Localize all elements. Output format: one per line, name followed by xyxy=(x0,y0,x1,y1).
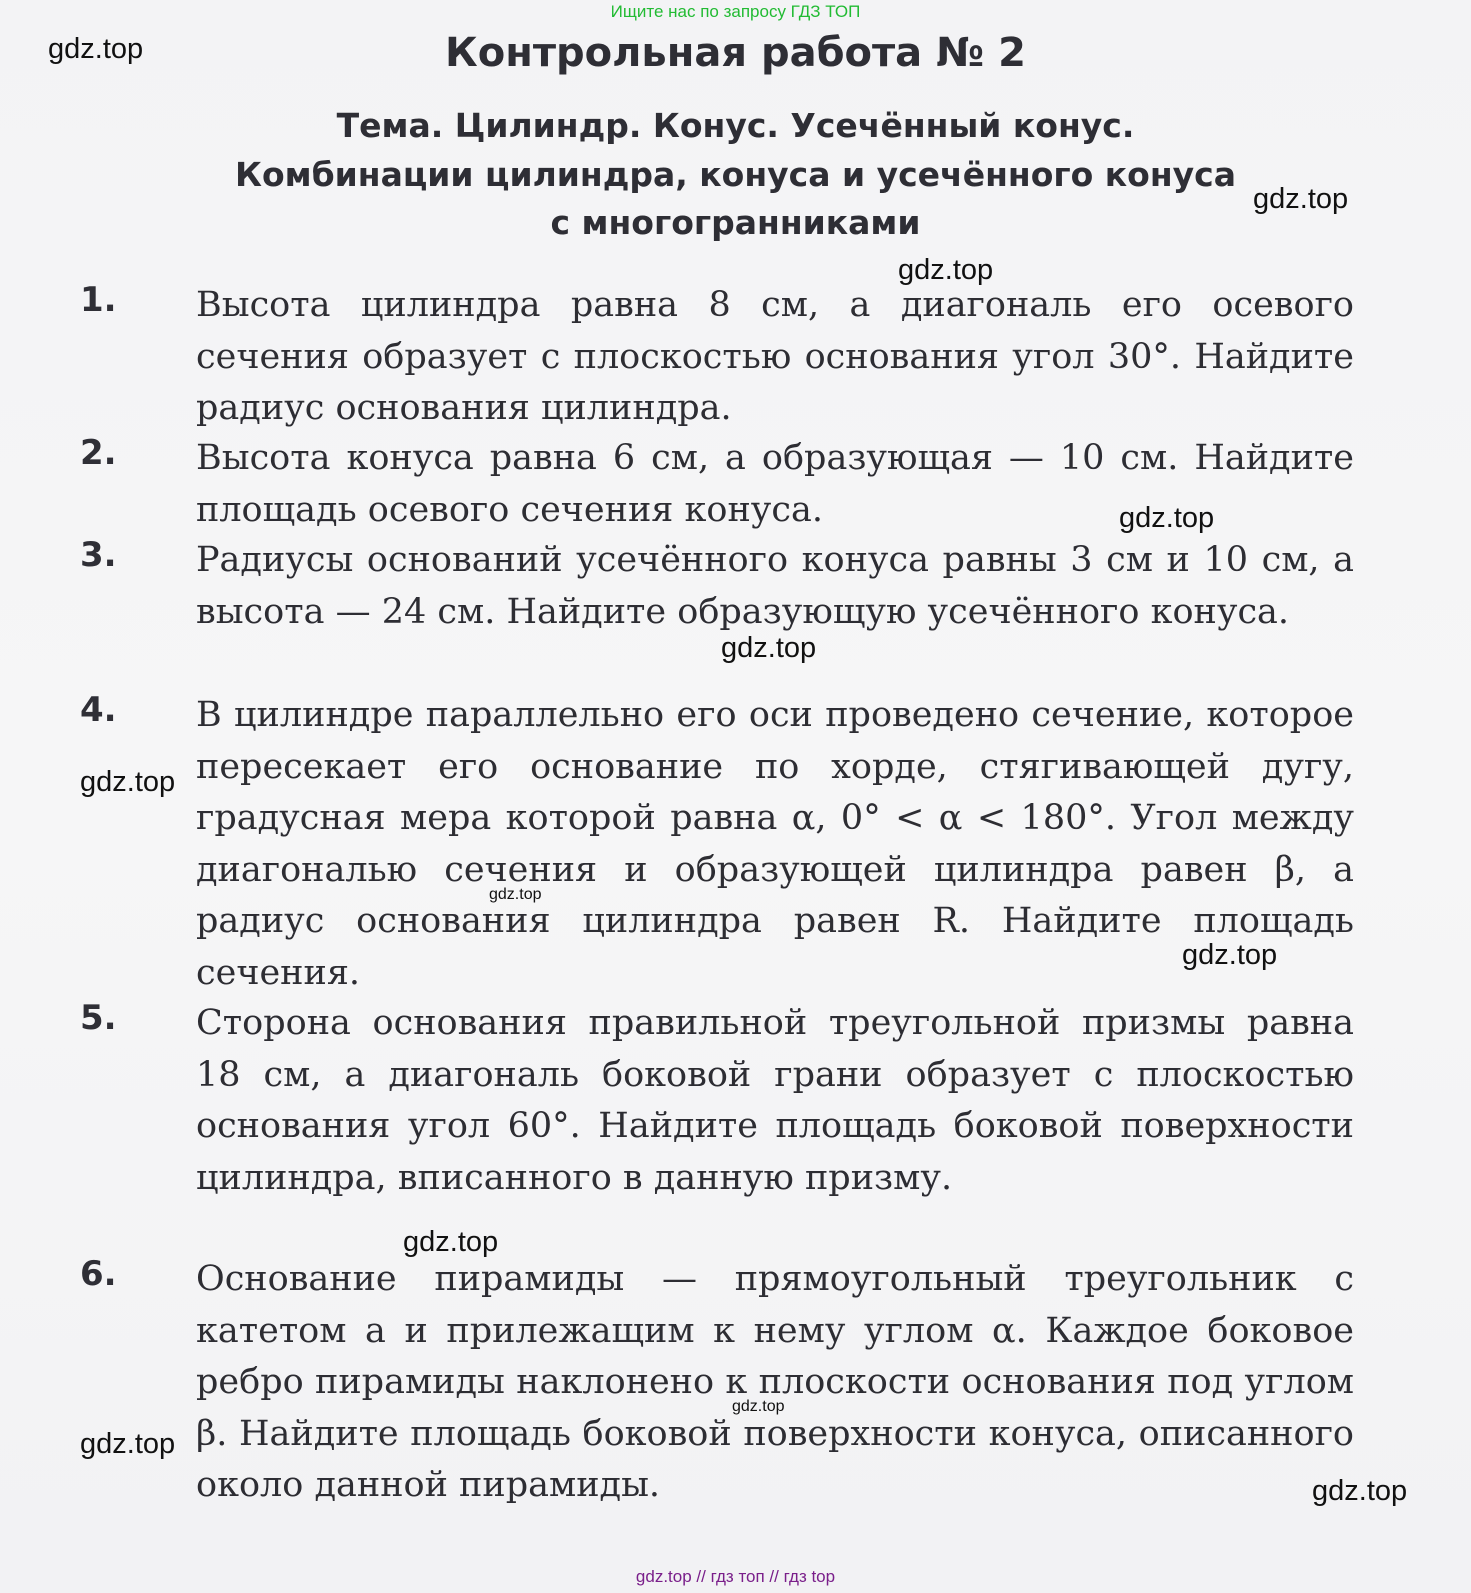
problem-number: 6. xyxy=(80,1254,117,1294)
watermark: gdz.top xyxy=(1253,183,1349,215)
watermark: gdz.top xyxy=(80,766,176,798)
watermark: gdz.top xyxy=(1119,502,1215,534)
problem-text: Высота конуса равна 6 см, а образующая — 10 см. Найдите площадь осевого сечения конуса. xyxy=(196,438,1354,530)
problem-text: Сторона основания правильной треугольной призмы равна 18 см, а диагональ боковой грани образует с плоскостью основания угол 60°. Найдите площадь боковой поверхности цилиндра, вписанного в данную призму. xyxy=(196,1003,1354,1198)
watermark: gdz.top xyxy=(1312,1475,1408,1507)
watermark: gdz.top xyxy=(489,886,542,903)
watermark: gdz.top xyxy=(732,1398,785,1415)
watermark: gdz.top xyxy=(48,33,144,65)
problem-text: Высота цилиндра равна 8 см, а диагональ его осевого сечения образует с плоскостью основания угол 30°. Найдите радиус основания цилиндра. xyxy=(196,285,1354,428)
problem-text: Основание пирамиды — прямоугольный треугольник с катетом a и прилежащим к нему углом α. Каждое боковое ребро пирамиды наклонено к плоскости основания под углом β. Найдите площадь боковой поверхности конуса, описанного около данной пирамиды. xyxy=(196,1259,1354,1505)
problem-number: 5. xyxy=(80,998,117,1038)
top-banner[interactable]: Ищите нас по запросу ГДЗ ТОП xyxy=(610,2,861,21)
problem-number: 3. xyxy=(80,535,117,575)
watermark: gdz.top xyxy=(80,1428,176,1460)
problem-number: 1. xyxy=(80,280,117,320)
watermark: gdz.top xyxy=(403,1226,499,1258)
problem-text: Радиусы оснований усечённого конуса равны 3 см и 10 см, а высота — 24 см. Найдите образующую усечённого конуса. xyxy=(196,540,1354,632)
problem-number: 2. xyxy=(80,433,117,473)
problem-text: В цилиндре параллельно его оси проведено сечение, которое пересекает его основание по хорде, стягивающей дугу, градусная мера которой равна α, 0° < α < 180°. Угол между диагональю сечения и образующей цилиндра равен β, а радиус основания цилиндра равен R. Найдите площадь сечения. xyxy=(196,695,1354,993)
watermark: gdz.top xyxy=(898,254,994,286)
subtitle-line-3: с многогранниками xyxy=(550,203,921,242)
subtitle-line-2: Комбинации цилиндра, конуса и усечённого конуса xyxy=(235,155,1236,194)
bottom-banner[interactable]: gdz.top // гдз топ // гдз top xyxy=(635,1567,836,1586)
subtitle-line-1: Тема. Цилиндр. Конус. Усечённый конус. xyxy=(336,106,1135,145)
page-title: Контрольная работа № 2 xyxy=(445,30,1026,76)
problem-number: 4. xyxy=(80,690,117,730)
watermark: gdz.top xyxy=(1182,939,1278,971)
watermark: gdz.top xyxy=(721,632,817,664)
